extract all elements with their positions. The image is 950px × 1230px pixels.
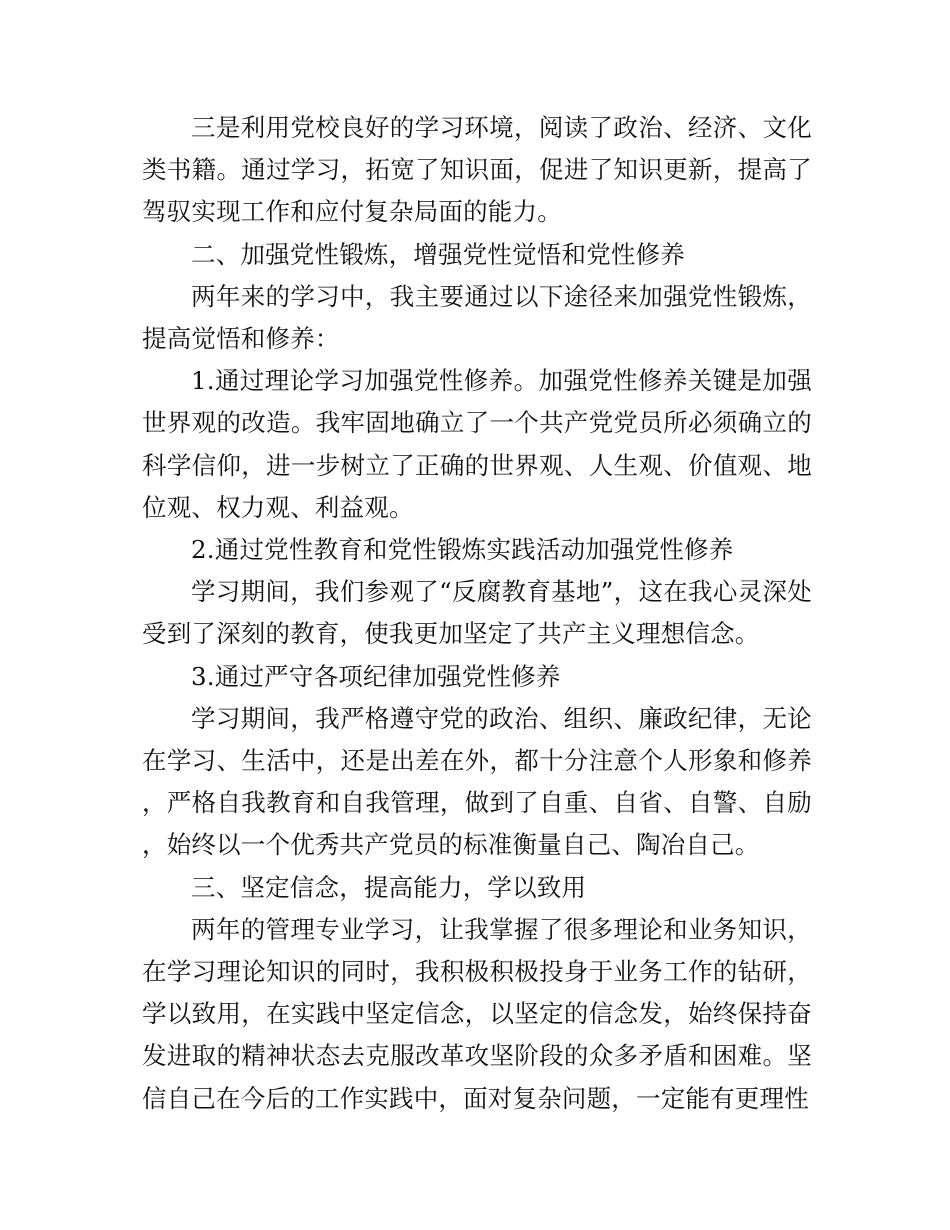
subheading-discipline: 3.通过严守各项纪律加强党性修养 xyxy=(191,661,561,691)
heading-firm-belief: 三、坚定信念，提高能力，学以致用 xyxy=(191,872,587,902)
paragraph-theory-study: 1.通过理论学习加强党性修养。加强党性修养关键是加强世界观的改造。我牢固地确立了一个共产党党员所必须确立的科学信仰，进一步树立了正确的世界观、人生观、价值观、地位观、权力观、利益观。 xyxy=(142,366,812,522)
paragraph-management-study: 两年的管理专业学习，让我掌握了很多理论和业务知识，在学习理论知识的同时，我积极积极投身于业务工作的钻研，学以致用，在实践中坚定信念，以坚定的信念发，始终保持奋发进取的精神状态去克服改革攻坚阶段的众多矛盾和困难。坚信自己在今后的工作实践中，面对复杂问题，一定能有更理性 xyxy=(142,914,812,1113)
subheading-practice-activities: 2.通过党性教育和党性锻炼实践活动加强党性修养 xyxy=(191,535,734,565)
paragraph-anticorruption-visit: 学习期间，我们参观了“反腐教育基地”，这在我心灵深处受到了深刻的教育，使我更加坚定了共产主义理想信念。 xyxy=(142,577,812,649)
heading-party-spirit-training: 二、加强党性锻炼，增强党性觉悟和党性修养 xyxy=(191,239,685,269)
paragraph-reading-books: 三是利用党校良好的学习环境，阅读了政治、经济、文化类书籍。通过学习，拓宽了知识面，促进了知识更新，提高了驾驭实现工作和应付复杂局面的能力。 xyxy=(142,113,812,227)
document-body xyxy=(142,107,812,1120)
paragraph-discipline-detail: 学习期间，我严格遵守党的政治、组织、廉政纪律，无论在学习、生活中，还是出差在外，都十分注意个人形象和修养，严格自我教育和自我管理，做到了自重、自省、自警、自励，始终以一个优秀共产党员的标准衡量自己、陶冶自己。 xyxy=(142,703,812,860)
paragraph-training-approaches: 两年来的学习中，我主要通过以下途径来加强党性锻炼，提高觉悟和修养： xyxy=(142,281,812,354)
